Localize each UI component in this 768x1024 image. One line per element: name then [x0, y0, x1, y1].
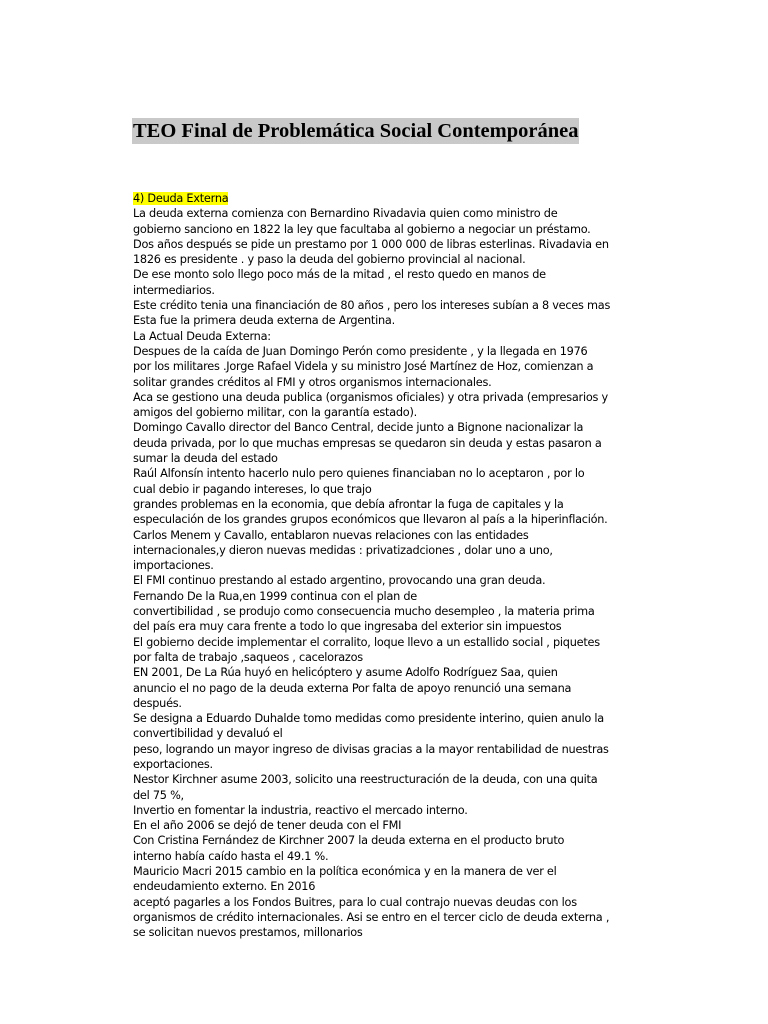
body-text-line: importaciones. [133, 559, 214, 573]
body-text-line: Raúl Alfonsín intento hacerlo nulo pero quienes financiaban no lo aceptaron , por lo [133, 467, 585, 481]
body-text-line: peso, logrando un mayor ingreso de divisas gracias a la mayor rentabilidad de nuestras [133, 742, 609, 756]
body-text-line: por falta de trabajo ,saqueos , cacelorazos [133, 650, 363, 664]
body-text-line: después. [133, 696, 182, 710]
body-text-line: especulación de los grandes grupos económicos que llevaron al país a la hiperinflación. [133, 513, 608, 527]
body-text-line: Mauricio Macri 2015 cambio en la política económica y en la manera de ver el [133, 865, 557, 879]
body-text-line: organismos de crédito internacionales. Asi se entro en el tercer ciclo de deuda externa , [133, 910, 610, 924]
body-text-line: del país era muy cara frente a todo lo que ingresaba del exterior sin impuestos [133, 620, 562, 634]
body-text-line: deuda privada, por lo que muchas empresas se quedaron sin deuda y estas pasaron a [133, 436, 602, 450]
section-heading [133, 191, 638, 206]
body-text-line: gobierno sanciono en 1822 la ley que facultaba al gobierno a negociar un préstamo. [133, 222, 591, 236]
body-text-line: Carlos Menem y Cavallo, entablaron nuevas relaciones con las entidades [133, 528, 529, 542]
body-text-line: convertibilidad , se produjo como consecuencia mucho desempleo , la materia prima [133, 605, 595, 619]
body-text-line: aceptó pagarles a los Fondos Buitres, para lo cual contrajo nuevas deudas con los [133, 895, 577, 909]
body-text-line: Con Cristina Fernández de Kirchner 2007 la deuda externa en el producto bruto [133, 834, 565, 848]
body-text-line: se solicitan nuevos prestamos, millonarios [133, 926, 363, 940]
body-text-line: Invertio en fomentar la industria, reactivo el mercado interno. [133, 803, 468, 817]
body-text-line: 1826 es presidente . y paso la deuda del gobierno provincial al nacional. [133, 253, 526, 267]
body-text-line: amigos del gobierno militar, con la garantía estado). [133, 406, 417, 420]
body-text-line: El FMI continuo prestando al estado argentino, provocando una gran deuda. [133, 574, 546, 588]
body-text-line: Despues de la caída de Juan Domingo Perón como presidente , y la llegada en 1976 [133, 344, 588, 358]
section-heading-text: 4) Deuda Externa [133, 192, 229, 205]
body-text-line: internacionales,y dieron nuevas medidas : privatizadciones , dolar uno a uno, [133, 543, 553, 557]
body-text-line: interno había caído hasta el 49.1 %. [133, 849, 329, 863]
body-text-line: intermediarios. [133, 283, 215, 297]
body-text-line: La Actual Deuda Externa: [133, 329, 271, 343]
body-text-line: Se designa a Eduardo Duhalde tomo medidas como presidente interino, quien anulo la [133, 712, 604, 726]
body-text-line: Fernando De la Rua,en 1999 continua con el plan de [133, 589, 417, 603]
body-text-line: La deuda externa comienza con Bernardino Rivadavia quien como ministro de [133, 207, 558, 221]
body-text-line: Este crédito tenia una financiación de 80 años , pero los intereses subían a 8 veces mas [133, 299, 611, 313]
body-text-line: Domingo Cavallo director del Banco Central, decide junto a Bignone nacionalizar la [133, 421, 584, 435]
document-title: TEO Final de Problemática Social Contemporánea [133, 120, 579, 142]
body-text-line: Esta fue la primera deuda externa de Argentina. [133, 314, 395, 328]
body-text-line: Dos años después se pide un prestamo por 1 000 000 de libras esterlinas. Rivadavia en [133, 237, 609, 251]
body-text-line: convertibilidad y devaluó el [133, 727, 283, 741]
body-text-line: cual debio ir pagando intereses, lo que trajo [133, 482, 372, 496]
body-text-line: exportaciones. [133, 757, 213, 771]
body-text-line: Aca se gestiono una deuda publica (organismos oficiales) y otra privada (empresarios y [133, 390, 608, 404]
body-text-line: endeudamiento externo. En 2016 [133, 880, 316, 894]
body-text-line: De ese monto solo llego poco más de la mitad , el resto quedo en manos de [133, 268, 546, 282]
document-body [133, 191, 638, 941]
body-text-line: En el año 2006 se dejó de tener deuda con el FMI [133, 819, 402, 833]
body-text-line: anuncio el no pago de la deuda externa Por falta de apoyo renunció una semana [133, 681, 572, 695]
body-text-line: sumar la deuda del estado [133, 452, 278, 466]
body-text-line: El gobierno decide implementar el corralito, loque llevo a un estallido social , piquetes [133, 635, 600, 649]
body-text-line: EN 2001, De La Rúa huyó en helicóptero y asume Adolfo Rodríguez Saa, quien [133, 666, 558, 680]
body-text-line: del 75 %, [133, 788, 184, 802]
body-text-line: Nestor Kirchner asume 2003, solicito una reestructuración de la deuda, con una quita [133, 773, 598, 787]
body-text-line: grandes problemas en la economia, que debía afrontar la fuga de capitales y la [133, 497, 564, 511]
body-text-line: por los militares .Jorge Rafael Videla y su ministro José Martínez de Hoz, comienzan a [133, 360, 594, 374]
body-text-line: solitar grandes créditos al FMI y otros organismos internacionales. [133, 375, 492, 389]
